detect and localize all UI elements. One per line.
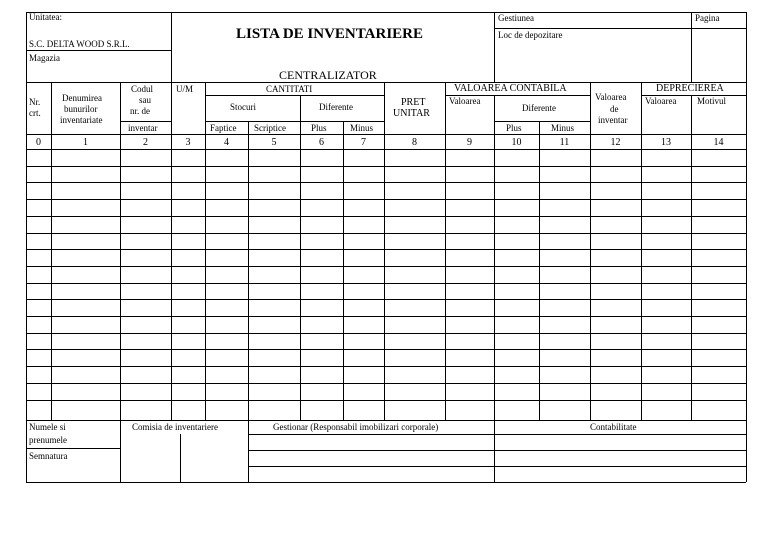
column-number: 4 [224, 137, 229, 148]
column-number: 12 [610, 137, 621, 148]
footer-vdiv-3 [248, 420, 249, 482]
table-row-line [26, 182, 746, 183]
col-valoarea-contabila-label: VALOAREA CONTABILA [454, 83, 567, 94]
table-row-line [26, 216, 746, 217]
column-number: 10 [511, 137, 522, 148]
col-deprecierea: DEPRECIEREA [656, 83, 724, 94]
footer-signature-label: Semnatura [29, 451, 68, 461]
cantitati-sub-underline [205, 121, 384, 122]
column-number: 3 [185, 137, 191, 148]
deprecierea-underline [641, 95, 746, 96]
footer-vdiv-1 [120, 420, 121, 482]
col-valoarea: Valoarea [449, 96, 481, 106]
frame-right [746, 12, 747, 482]
column-divider [494, 95, 495, 420]
col-minus-val: Minus [551, 123, 575, 133]
cantitati-underline [205, 95, 384, 96]
table-row-line [26, 383, 746, 384]
number-row-bottom [26, 149, 746, 150]
page-number-label: Pagina [695, 13, 720, 23]
column-number: 1 [83, 137, 88, 148]
column-number: 11 [559, 137, 570, 148]
footer-top-line [26, 420, 746, 421]
storage-location-label: Loc de depozitare [498, 30, 563, 40]
header-divider-right [494, 12, 495, 82]
column-number: 5 [271, 137, 277, 148]
column-divider [51, 82, 52, 420]
footer-line-2 [248, 450, 746, 451]
col-um: U/M [176, 84, 194, 94]
valoarea-contabila-underline [445, 95, 590, 96]
column-number: 9 [467, 137, 472, 148]
column-divider [120, 82, 121, 420]
footer-name-divider [26, 448, 120, 449]
col-cantitati: CANTITATI [266, 84, 313, 94]
table-row-line [26, 316, 746, 317]
footer-name-line2: prenumele [29, 435, 67, 445]
column-number: 6 [319, 137, 324, 148]
col-scriptice: Scriptice [254, 123, 286, 133]
col-nr-line1: Nr. [29, 97, 41, 107]
footer-vdiv-4 [494, 420, 495, 482]
col-val-inventar-line2: de [610, 104, 619, 114]
col-codul-line2: sau [139, 95, 151, 105]
column-divider [445, 82, 446, 420]
table-row-line [26, 400, 746, 401]
footer-gestionar: Gestionar (Responsabil imobilizari corporale) [273, 422, 439, 432]
footer-vdiv-2 [180, 434, 181, 482]
header-divider-page [691, 12, 692, 82]
column-number: 0 [36, 137, 41, 148]
table-row-line [26, 299, 746, 300]
column-divider [641, 82, 642, 420]
table-row-line [26, 266, 746, 267]
column-number: 14 [713, 137, 724, 148]
column-number: 13 [661, 137, 671, 148]
unit-label: Unitatea: [29, 12, 62, 22]
col-faptice: Faptice [210, 123, 237, 133]
table-row-line [26, 333, 746, 334]
frame-top [26, 12, 746, 13]
column-divider [171, 82, 172, 420]
gestiunea-label: Gestiunea [498, 13, 534, 23]
col-val-inventar-line1: Valoarea [595, 92, 627, 102]
col-diferente-val: Diferente [522, 103, 556, 113]
col-nr-line2: crt. [29, 108, 41, 118]
col-minus: Minus [350, 123, 374, 133]
col-codul-line3: nr. de [130, 106, 150, 116]
col-stocuri: Stocuri [230, 102, 256, 112]
col-pret-line2: UNITAR [393, 108, 430, 119]
col-plus-val: Plus [506, 123, 522, 133]
col-denumirea-line2: bunurilor [64, 104, 98, 114]
col-codul-line1: Codul [131, 84, 154, 94]
table-row-line [26, 366, 746, 367]
col-motivul: Motivul [697, 96, 727, 106]
column-divider [300, 95, 301, 420]
warehouse-label: Magazia [29, 53, 60, 63]
header-divider-left [171, 12, 172, 82]
company-underline [26, 50, 171, 51]
table-row-line [26, 349, 746, 350]
col-depr-valoarea: Valoarea [645, 96, 677, 106]
col-plus: Plus [311, 123, 327, 133]
column-divider [205, 82, 206, 420]
column-number: 8 [412, 137, 417, 148]
codul-underline [120, 121, 171, 122]
footer-contabilitate: Contabilitate [590, 422, 637, 432]
column-divider [590, 82, 591, 420]
column-divider [384, 82, 385, 420]
column-number: 2 [143, 137, 148, 148]
table-row-line [26, 249, 746, 250]
header-bottom-line [26, 82, 746, 83]
column-divider [691, 95, 692, 420]
page-title: LISTA DE INVENTARIERE [236, 26, 423, 42]
footer-line-3 [248, 466, 746, 467]
table-row-line [26, 283, 746, 284]
col-pret-line1: PRET [401, 97, 426, 108]
page-subtitle: CENTRALIZATOR [279, 68, 377, 82]
column-number: 7 [361, 137, 366, 148]
table-row-line [26, 233, 746, 234]
col-val-inventar-line3: inventar [598, 115, 628, 125]
col-codul-line4: inventar [128, 123, 158, 133]
frame-bottom [26, 482, 746, 483]
table-row-line [26, 199, 746, 200]
footer-line-1 [248, 434, 746, 435]
col-denumirea-line3: inventariate [60, 115, 103, 125]
gestiunea-underline [494, 28, 746, 29]
footer-commission: Comisia de inventariere [132, 422, 218, 432]
col-diferente: Diferente [319, 102, 353, 112]
company-name: S.C. DELTA WOOD S.R.L. [29, 39, 130, 49]
table-header-bottom [26, 134, 746, 135]
col-denumirea-line1: Denumirea [62, 93, 102, 103]
footer-name-line1: Numele si [29, 422, 66, 432]
table-row-line [26, 166, 746, 167]
diferente-val-underline [494, 121, 590, 122]
